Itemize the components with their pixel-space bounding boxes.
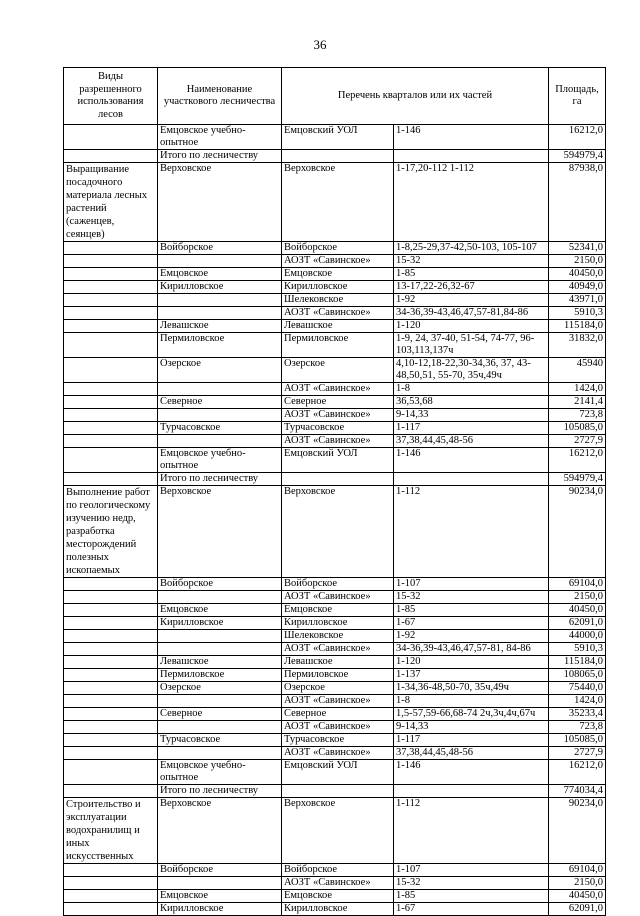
table-row bbox=[64, 617, 606, 630]
district-cell: Емцовское учебно-опытное bbox=[158, 448, 282, 473]
area-cell: 40450,0 bbox=[549, 890, 606, 903]
use-type-cell bbox=[64, 396, 158, 409]
area-cell: 69104,0 bbox=[549, 864, 606, 877]
quarters-cell bbox=[394, 473, 549, 486]
sub-district-cell: АОЗТ «Савинское» bbox=[282, 721, 394, 734]
use-type-cell bbox=[64, 903, 158, 916]
district-cell: Емцовское bbox=[158, 604, 282, 617]
area-cell: 723,8 bbox=[549, 409, 606, 422]
use-type-cell bbox=[64, 669, 158, 682]
area-cell: 115184,0 bbox=[549, 320, 606, 333]
sub-district-cell: АОЗТ «Савинское» bbox=[282, 255, 394, 268]
use-type-cell bbox=[64, 591, 158, 604]
quarters-cell: 34-36,39-43,46,47,57-81,84-86 bbox=[394, 307, 549, 320]
sub-district-cell: АОЗТ «Савинское» bbox=[282, 695, 394, 708]
sub-district-cell: Войборское bbox=[282, 242, 394, 255]
table-row bbox=[64, 473, 606, 486]
use-type-cell bbox=[64, 785, 158, 798]
area-cell: 774034,4 bbox=[549, 785, 606, 798]
header-use-type: Виды разрешенного использования лесов bbox=[64, 68, 158, 125]
table-row bbox=[64, 383, 606, 396]
area-cell: 2727,9 bbox=[549, 435, 606, 448]
sub-district-cell: Пермиловское bbox=[282, 333, 394, 358]
sub-district-cell: Левашское bbox=[282, 320, 394, 333]
quarters-cell bbox=[394, 785, 549, 798]
table-row bbox=[64, 409, 606, 422]
quarters-cell: 9-14,33 bbox=[394, 721, 549, 734]
sub-district-cell: Войборское bbox=[282, 578, 394, 591]
area-cell: 2727,9 bbox=[549, 747, 606, 760]
use-type-cell bbox=[64, 281, 158, 294]
sub-district-cell: АОЗТ «Савинское» bbox=[282, 877, 394, 890]
quarters-cell: 1-8 bbox=[394, 383, 549, 396]
table-row bbox=[64, 604, 606, 617]
use-type-cell bbox=[64, 617, 158, 630]
district-cell: Итого по лесничеству bbox=[158, 473, 282, 486]
quarters-cell: 1-120 bbox=[394, 656, 549, 669]
table-row bbox=[64, 630, 606, 643]
area-cell: 35233,4 bbox=[549, 708, 606, 721]
district-cell: Верховское bbox=[158, 163, 282, 242]
sub-district-cell: АОЗТ «Савинское» bbox=[282, 307, 394, 320]
area-cell: 40450,0 bbox=[549, 268, 606, 281]
area-cell: 87938,0 bbox=[549, 163, 606, 242]
district-cell bbox=[158, 307, 282, 320]
use-type-cell bbox=[64, 150, 158, 163]
sub-district-cell: АОЗТ «Савинское» bbox=[282, 435, 394, 448]
use-type-cell bbox=[64, 242, 158, 255]
quarters-cell: 15-32 bbox=[394, 877, 549, 890]
area-cell: 16212,0 bbox=[549, 448, 606, 473]
sub-district-cell: Турчасовское bbox=[282, 734, 394, 747]
quarters-cell: 1-34,36-48,50-70, 35ч,49ч bbox=[394, 682, 549, 695]
sub-district-cell: Емцовское bbox=[282, 890, 394, 903]
sub-district-cell: Шелековское bbox=[282, 294, 394, 307]
district-cell bbox=[158, 877, 282, 890]
table-row bbox=[64, 864, 606, 877]
use-type-cell bbox=[64, 268, 158, 281]
quarters-cell: 1-117 bbox=[394, 734, 549, 747]
area-cell: 16212,0 bbox=[549, 125, 606, 150]
quarters-cell: 1-117 bbox=[394, 422, 549, 435]
use-type-cell bbox=[64, 435, 158, 448]
table-row bbox=[64, 591, 606, 604]
area-cell: 52341,0 bbox=[549, 242, 606, 255]
use-type-cell bbox=[64, 358, 158, 383]
table-row bbox=[64, 721, 606, 734]
table-row bbox=[64, 422, 606, 435]
district-cell: Левашское bbox=[158, 656, 282, 669]
table-row bbox=[64, 307, 606, 320]
table-row bbox=[64, 656, 606, 669]
table-row bbox=[64, 486, 606, 578]
sub-district-cell: Верховское bbox=[282, 798, 394, 864]
sub-district-cell: Емцовское bbox=[282, 268, 394, 281]
district-cell: Кирилловское bbox=[158, 617, 282, 630]
use-type-cell bbox=[64, 682, 158, 695]
quarters-cell: 1-112 bbox=[394, 798, 549, 864]
sub-district-cell: Емцовский УОЛ bbox=[282, 760, 394, 785]
table-row bbox=[64, 281, 606, 294]
quarters-cell: 1-92 bbox=[394, 294, 549, 307]
use-type-cell bbox=[64, 630, 158, 643]
table-row bbox=[64, 163, 606, 242]
district-cell: Кирилловское bbox=[158, 903, 282, 916]
area-cell: 115184,0 bbox=[549, 656, 606, 669]
district-cell: Северное bbox=[158, 708, 282, 721]
use-type-cell bbox=[64, 409, 158, 422]
district-cell bbox=[158, 630, 282, 643]
district-cell: Озерское bbox=[158, 358, 282, 383]
district-cell: Итого по лесничеству bbox=[158, 785, 282, 798]
quarters-cell: 1-8,25-29,37-42,50-103, 105-107 bbox=[394, 242, 549, 255]
sub-district-cell: Войборское bbox=[282, 864, 394, 877]
sub-district-cell: Турчасовское bbox=[282, 422, 394, 435]
use-type-cell bbox=[64, 747, 158, 760]
area-cell: 2150,0 bbox=[549, 591, 606, 604]
header-forestry-district: Наименование участкового лесничества bbox=[158, 68, 282, 125]
table-row bbox=[64, 708, 606, 721]
use-type-cell bbox=[64, 604, 158, 617]
sub-district-cell bbox=[282, 785, 394, 798]
table-row bbox=[64, 320, 606, 333]
sub-district-cell: АОЗТ «Савинское» bbox=[282, 643, 394, 656]
area-cell: 105085,0 bbox=[549, 734, 606, 747]
district-cell: Турчасовское bbox=[158, 422, 282, 435]
quarters-cell: 1-146 bbox=[394, 448, 549, 473]
table-row bbox=[64, 125, 606, 150]
area-cell: 43971,0 bbox=[549, 294, 606, 307]
use-type-cell bbox=[64, 708, 158, 721]
use-type-cell: Строительство и эксплуатации водохранилищ и иных искусственных bbox=[64, 798, 158, 864]
table-row bbox=[64, 150, 606, 163]
use-type-cell bbox=[64, 877, 158, 890]
use-type-cell bbox=[64, 643, 158, 656]
use-type-cell bbox=[64, 578, 158, 591]
sub-district-cell: Левашское bbox=[282, 656, 394, 669]
quarters-cell: 1-120 bbox=[394, 320, 549, 333]
district-cell: Северное bbox=[158, 396, 282, 409]
quarters-cell: 1-85 bbox=[394, 890, 549, 903]
use-type-cell bbox=[64, 422, 158, 435]
area-cell: 108065,0 bbox=[549, 669, 606, 682]
quarters-cell: 1-67 bbox=[394, 617, 549, 630]
table-row bbox=[64, 903, 606, 916]
area-cell: 723,8 bbox=[549, 721, 606, 734]
table-header-row bbox=[64, 68, 606, 125]
sub-district-cell: Емцовский УОЛ bbox=[282, 448, 394, 473]
use-type-cell bbox=[64, 383, 158, 396]
sub-district-cell: Емцовский УОЛ bbox=[282, 125, 394, 150]
district-cell: Верховское bbox=[158, 486, 282, 578]
sub-district-cell: Северное bbox=[282, 396, 394, 409]
use-type-cell bbox=[64, 760, 158, 785]
district-cell: Емцовское bbox=[158, 890, 282, 903]
area-cell: 40450,0 bbox=[549, 604, 606, 617]
table-row bbox=[64, 682, 606, 695]
use-type-cell bbox=[64, 125, 158, 150]
district-cell: Емцовское учебно-опытное bbox=[158, 125, 282, 150]
quarters-cell: 15-32 bbox=[394, 255, 549, 268]
area-cell: 1424,0 bbox=[549, 383, 606, 396]
header-area: Площадь, га bbox=[549, 68, 606, 125]
quarters-cell: 1-146 bbox=[394, 760, 549, 785]
use-type-cell bbox=[64, 734, 158, 747]
area-cell: 62091,0 bbox=[549, 903, 606, 916]
table-row bbox=[64, 760, 606, 785]
use-type-cell bbox=[64, 320, 158, 333]
district-cell: Пермиловское bbox=[158, 669, 282, 682]
district-cell bbox=[158, 591, 282, 604]
area-cell: 1424,0 bbox=[549, 695, 606, 708]
table-row bbox=[64, 785, 606, 798]
table-row bbox=[64, 448, 606, 473]
area-cell: 594979,4 bbox=[549, 150, 606, 163]
header-quarters: Перечень кварталов или их частей bbox=[282, 68, 549, 125]
district-cell: Итого по лесничеству bbox=[158, 150, 282, 163]
area-cell: 90234,0 bbox=[549, 486, 606, 578]
area-cell: 44000,0 bbox=[549, 630, 606, 643]
sub-district-cell: Кирилловское bbox=[282, 903, 394, 916]
area-cell: 31832,0 bbox=[549, 333, 606, 358]
area-cell: 40949,0 bbox=[549, 281, 606, 294]
table-row bbox=[64, 578, 606, 591]
district-cell bbox=[158, 695, 282, 708]
district-cell: Левашское bbox=[158, 320, 282, 333]
table-row bbox=[64, 890, 606, 903]
table-row bbox=[64, 643, 606, 656]
quarters-cell: 1-92 bbox=[394, 630, 549, 643]
quarters-cell: 1,5-57,59-66,68-74 2ч,3ч,4ч,67ч bbox=[394, 708, 549, 721]
table-row bbox=[64, 734, 606, 747]
quarters-cell: 1-17,20-112 1-112 bbox=[394, 163, 549, 242]
district-cell: Кирилловское bbox=[158, 281, 282, 294]
use-type-cell bbox=[64, 695, 158, 708]
district-cell bbox=[158, 409, 282, 422]
sub-district-cell: Верховское bbox=[282, 486, 394, 578]
district-cell: Войборское bbox=[158, 242, 282, 255]
table-row bbox=[64, 669, 606, 682]
sub-district-cell: Озерское bbox=[282, 682, 394, 695]
table-row bbox=[64, 747, 606, 760]
district-cell bbox=[158, 747, 282, 760]
quarters-cell: 15-32 bbox=[394, 591, 549, 604]
area-cell: 105085,0 bbox=[549, 422, 606, 435]
area-cell: 5910,3 bbox=[549, 307, 606, 320]
use-type-cell bbox=[64, 307, 158, 320]
area-cell: 594979,4 bbox=[549, 473, 606, 486]
table-row bbox=[64, 435, 606, 448]
use-type-cell bbox=[64, 333, 158, 358]
district-cell: Емцовское bbox=[158, 268, 282, 281]
area-cell: 90234,0 bbox=[549, 798, 606, 864]
district-cell bbox=[158, 721, 282, 734]
district-cell: Войборское bbox=[158, 578, 282, 591]
use-type-cell bbox=[64, 656, 158, 669]
sub-district-cell: АОЗТ «Савинское» bbox=[282, 747, 394, 760]
district-cell bbox=[158, 383, 282, 396]
quarters-cell: 1-85 bbox=[394, 268, 549, 281]
use-type-cell bbox=[64, 255, 158, 268]
area-cell: 5910,3 bbox=[549, 643, 606, 656]
table-row bbox=[64, 798, 606, 864]
sub-district-cell: АОЗТ «Савинское» bbox=[282, 591, 394, 604]
use-type-cell bbox=[64, 890, 158, 903]
use-type-cell bbox=[64, 721, 158, 734]
quarters-cell: 4,10-12,18-22,30-34,36, 37, 43-48,50,51, 55-70, 35ч,49ч bbox=[394, 358, 549, 383]
quarters-cell: 1-112 bbox=[394, 486, 549, 578]
quarters-cell: 1-9, 24, 37-40, 51-54, 74-77, 96-103,113,137ч bbox=[394, 333, 549, 358]
use-type-cell bbox=[64, 294, 158, 307]
quarters-cell: 34-36,39-43,46,47,57-81, 84-86 bbox=[394, 643, 549, 656]
page-number: 36 bbox=[313, 37, 327, 52]
quarters-cell: 37,38,44,45,48-56 bbox=[394, 435, 549, 448]
quarters-cell: 9-14,33 bbox=[394, 409, 549, 422]
sub-district-cell bbox=[282, 150, 394, 163]
district-cell: Верховское bbox=[158, 798, 282, 864]
area-cell: 2150,0 bbox=[549, 877, 606, 890]
use-type-cell bbox=[64, 864, 158, 877]
quarters-cell: 37,38,44,45,48-56 bbox=[394, 747, 549, 760]
sub-district-cell: Емцовское bbox=[282, 604, 394, 617]
quarters-cell: 36,53,68 bbox=[394, 396, 549, 409]
area-cell: 2141,4 bbox=[549, 396, 606, 409]
district-cell: Емцовское учебно-опытное bbox=[158, 760, 282, 785]
area-cell: 62091,0 bbox=[549, 617, 606, 630]
use-type-cell bbox=[64, 473, 158, 486]
sub-district-cell bbox=[282, 473, 394, 486]
quarters-cell: 1-85 bbox=[394, 604, 549, 617]
sub-district-cell: АОЗТ «Савинское» bbox=[282, 409, 394, 422]
forest-use-table bbox=[63, 67, 606, 916]
district-cell bbox=[158, 643, 282, 656]
area-cell: 2150,0 bbox=[549, 255, 606, 268]
district-cell: Турчасовское bbox=[158, 734, 282, 747]
use-type-cell: Выращивание посадочного материала лесных растений (саженцев, сеянцев) bbox=[64, 163, 158, 242]
use-type-cell bbox=[64, 448, 158, 473]
district-cell: Озерское bbox=[158, 682, 282, 695]
sub-district-cell: Кирилловское bbox=[282, 281, 394, 294]
area-cell: 45940 bbox=[549, 358, 606, 383]
district-cell bbox=[158, 294, 282, 307]
area-cell: 75440,0 bbox=[549, 682, 606, 695]
quarters-cell: 1-8 bbox=[394, 695, 549, 708]
quarters-cell: 1-146 bbox=[394, 125, 549, 150]
table-row bbox=[64, 294, 606, 307]
table-row bbox=[64, 695, 606, 708]
sub-district-cell: Шелековское bbox=[282, 630, 394, 643]
table-body bbox=[64, 125, 606, 916]
table-row bbox=[64, 358, 606, 383]
quarters-cell: 1-107 bbox=[394, 864, 549, 877]
sub-district-cell: Верховское bbox=[282, 163, 394, 242]
area-cell: 69104,0 bbox=[549, 578, 606, 591]
area-cell: 16212,0 bbox=[549, 760, 606, 785]
table-row bbox=[64, 255, 606, 268]
table-row bbox=[64, 268, 606, 281]
table-row bbox=[64, 333, 606, 358]
table-row bbox=[64, 242, 606, 255]
quarters-cell: 1-67 bbox=[394, 903, 549, 916]
quarters-cell bbox=[394, 150, 549, 163]
table-row bbox=[64, 877, 606, 890]
district-cell bbox=[158, 255, 282, 268]
sub-district-cell: Пермиловское bbox=[282, 669, 394, 682]
district-cell: Войборское bbox=[158, 864, 282, 877]
sub-district-cell: Кирилловское bbox=[282, 617, 394, 630]
quarters-cell: 1-137 bbox=[394, 669, 549, 682]
sub-district-cell: Озерское bbox=[282, 358, 394, 383]
quarters-cell: 13-17,22-26,32-67 bbox=[394, 281, 549, 294]
district-cell: Пермиловское bbox=[158, 333, 282, 358]
use-type-cell: Выполнение работ по геологическому изучению недр, разработка месторождений полезных ископаемых bbox=[64, 486, 158, 578]
table-row bbox=[64, 396, 606, 409]
district-cell bbox=[158, 435, 282, 448]
sub-district-cell: АОЗТ «Савинское» bbox=[282, 383, 394, 396]
sub-district-cell: Северное bbox=[282, 708, 394, 721]
quarters-cell: 1-107 bbox=[394, 578, 549, 591]
